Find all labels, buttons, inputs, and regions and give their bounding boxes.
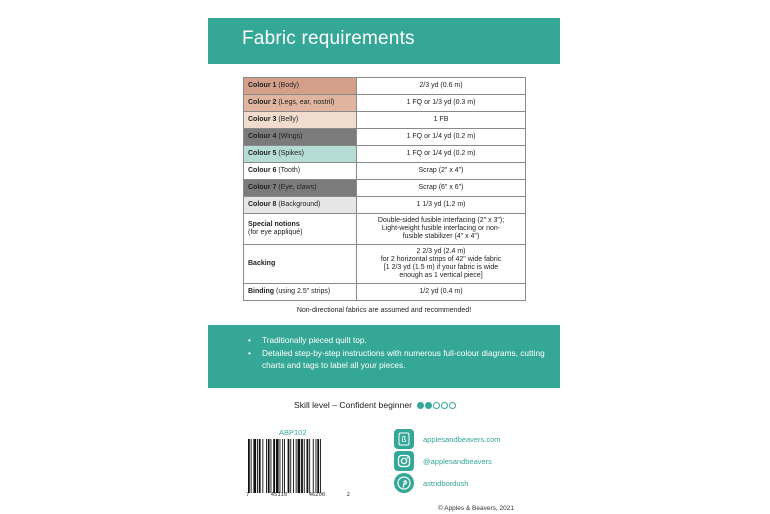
table-row	[244, 245, 526, 284]
skill-dot-4	[441, 402, 448, 409]
barcode-bar	[273, 439, 275, 493]
instagram-link[interactable]	[394, 450, 492, 472]
barcode-bar	[293, 439, 294, 493]
svg-text:ß: ß	[401, 435, 407, 444]
skill-level	[294, 400, 457, 411]
table-row	[244, 146, 526, 163]
barcode-bar	[257, 439, 258, 493]
barcode-bar	[304, 439, 305, 493]
skill-dot-3	[433, 402, 440, 409]
website-icon	[394, 429, 414, 449]
fabric-requirements-table	[243, 77, 526, 301]
colour-3-value: 1 FB	[357, 112, 526, 129]
skill-level-label: Skill level – Confident beginner	[294, 400, 412, 410]
binding-label: Binding (using 2.5" strips)	[244, 284, 357, 301]
table-row	[244, 95, 526, 112]
website-text: applesandbeavers.com	[423, 434, 501, 444]
backing-value: 2 2/3 yd (2.4 m) for 2 horizontal strips of 42" wide fabric [1 2/3 yd (1.5 m) if your fabric is wide enough as 1 vertical piece]	[357, 245, 526, 284]
barcode-bar	[288, 439, 290, 493]
colour-3-label: Colour 3 (Belly)	[244, 112, 357, 129]
barcode-bar	[284, 439, 285, 493]
colour-8-label: Colour 8 (Background)	[244, 197, 357, 214]
colour-2-value: 1 FQ or 1/3 yd (0.3 m)	[357, 95, 526, 112]
table-row	[244, 284, 526, 301]
barcode-bar	[307, 439, 309, 493]
colour-2-label: Colour 2 (Legs, ear, nostril)	[244, 95, 357, 112]
copyright: © Apples & Beavers, 2021	[438, 505, 514, 512]
table-row	[244, 163, 526, 180]
barcode-bar	[313, 439, 314, 493]
colour-6-label: Colour 6 (Tooth)	[244, 163, 357, 180]
skill-dot-5	[449, 402, 456, 409]
table-row	[244, 180, 526, 197]
website-link[interactable]	[394, 428, 501, 450]
skill-dot-2	[425, 402, 432, 409]
barcode-bar	[301, 439, 303, 493]
instagram-text: @applesandbeavers	[423, 456, 492, 466]
barcode-group-2: 46200	[308, 492, 326, 498]
table-row	[244, 197, 526, 214]
barcode-bar	[262, 439, 263, 493]
binding-value: 1/2 yd (0.4 m)	[357, 284, 526, 301]
colour-5-value: 1 FQ or 1/4 yd (0.2 m)	[357, 146, 526, 163]
colour-5-label: Colour 5 (Spikes)	[244, 146, 357, 163]
table-row	[244, 112, 526, 129]
barcode-bar	[290, 439, 291, 493]
special-notions-label: Special notions (for eye appliqué)	[244, 214, 357, 245]
barcode-bar	[251, 439, 252, 493]
barcode-bar	[296, 439, 297, 493]
instagram-icon	[394, 451, 414, 471]
pinterest-link[interactable]	[394, 472, 468, 494]
barcode-numbers	[246, 492, 350, 498]
features-box	[208, 325, 560, 388]
pinterest-icon	[394, 473, 414, 493]
header-banner	[208, 18, 560, 64]
pattern-back-cover	[208, 18, 560, 510]
page-title: Fabric requirements	[242, 28, 415, 49]
colour-6-value: Scrap (2" x 4")	[357, 163, 526, 180]
barcode-bar	[298, 439, 301, 493]
colour-8-value: 1 1/3 yd (1.2 m)	[357, 197, 526, 214]
backing-label: Backing	[244, 245, 357, 284]
barcode-bar	[248, 439, 250, 493]
colour-7-label: Colour 7 (Eye, claws)	[244, 180, 357, 197]
barcode-bar	[316, 439, 317, 493]
pinterest-text: astridbordush	[423, 478, 469, 488]
barcode-digit-left: 7	[246, 492, 250, 498]
product-code: ABP102	[279, 428, 307, 437]
barcode-bar	[276, 439, 279, 493]
barcode-bar	[253, 439, 256, 493]
barcode-bar	[280, 439, 281, 493]
table-row	[244, 214, 526, 245]
list-item: • Traditionally pieced quilt top.	[246, 334, 546, 347]
special-notions-value: Double-sided fusible interfacing (2" x 3"); Light-weight fusible interfacing or non- fusible stabilizer (4" x 4")	[357, 214, 526, 245]
barcode-bar	[266, 439, 267, 493]
colour-4-label: Colour 4 (Wings)	[244, 129, 357, 146]
fabric-note: Non-directional fabrics are assumed and recommended!	[296, 307, 472, 314]
colour-7-value: Scrap (6" x 6")	[357, 180, 526, 197]
colour-1-label: Colour 1 (Body)	[244, 78, 357, 95]
table-row	[244, 78, 526, 95]
barcode-group-1: 45110	[270, 492, 288, 498]
barcode-bar	[320, 439, 321, 493]
barcode-digit-right: 2	[346, 492, 350, 498]
barcode-bar	[271, 439, 272, 493]
barcode-bar	[268, 439, 270, 493]
skill-dot-1	[417, 402, 424, 409]
barcode-bar	[309, 439, 310, 493]
barcode-bar	[317, 439, 319, 493]
list-item: • Detailed step-by-step instructions with numerous full-colour diagrams, cutting charts and tags to label all your pieces.	[246, 347, 546, 372]
table-row	[244, 129, 526, 146]
barcode	[246, 439, 348, 493]
skill-level-dots	[417, 401, 457, 411]
barcode-bar	[259, 439, 261, 493]
colour-4-value: 1 FQ or 1/4 yd (0.2 m)	[357, 129, 526, 146]
colour-1-value: 2/3 yd (0.6 m)	[357, 78, 526, 95]
barcode-bar	[282, 439, 283, 493]
features-list	[246, 334, 546, 372]
